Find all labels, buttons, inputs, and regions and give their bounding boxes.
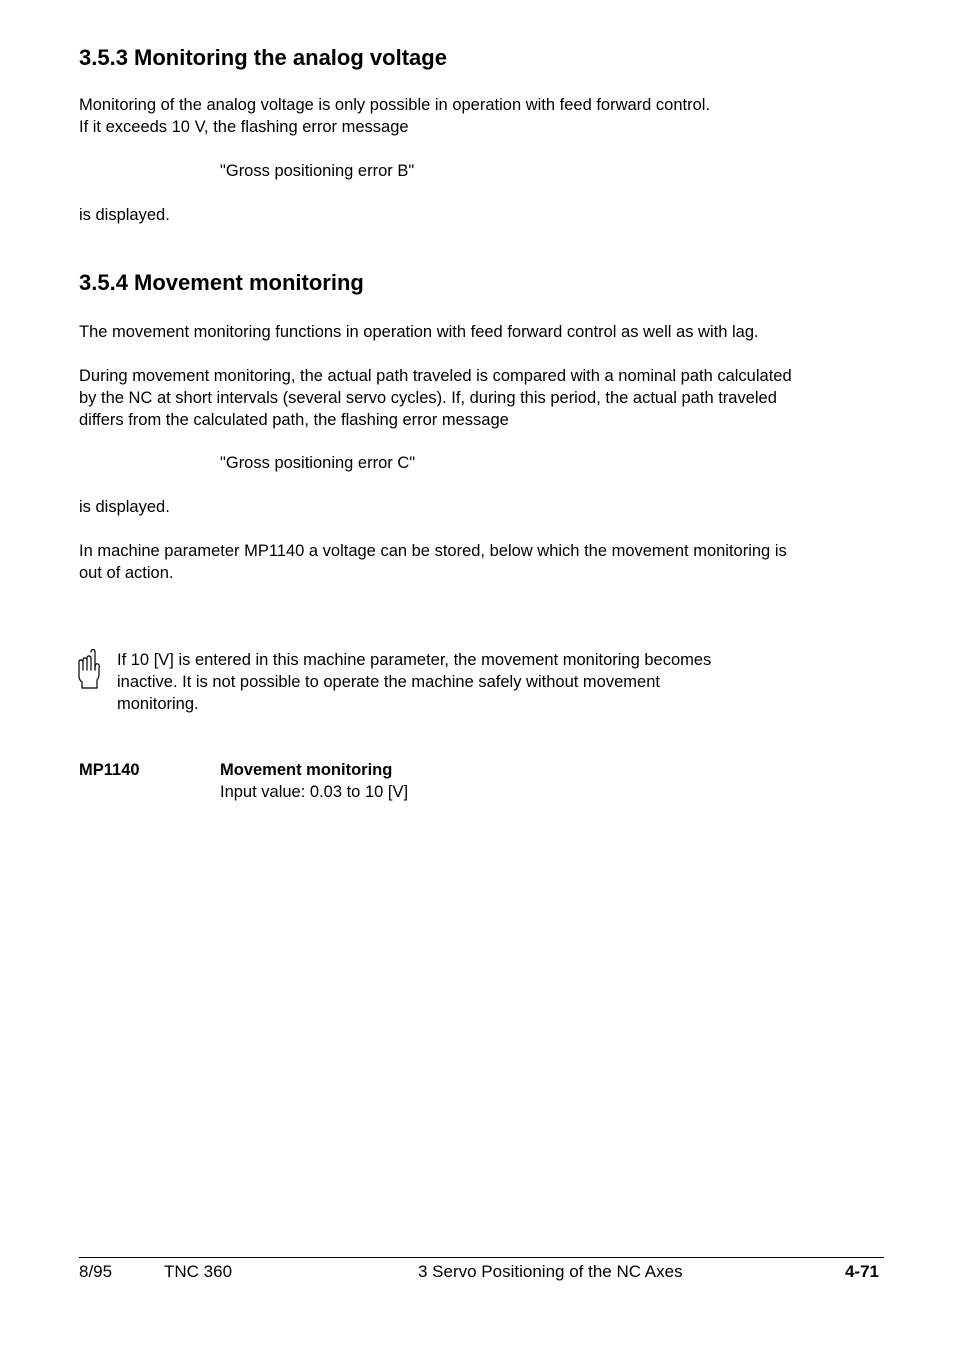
paragraph-line: During movement monitoring, the actual path traveled is compared with a nominal path calculated [79, 367, 792, 385]
paragraph-line: In machine parameter MP1140 a voltage can be stored, below which the movement monitoring is [79, 542, 787, 560]
note-line: inactive. It is not possible to operate the machine safely without movement [117, 673, 660, 691]
paragraph-line: by the NC at short intervals (several servo cycles). If, during this period, the actual path traveled [79, 389, 777, 407]
paragraph-line: out of action. [79, 564, 174, 582]
footer-date: 8/95 [79, 1262, 113, 1281]
footer-product: TNC 360 [164, 1262, 233, 1281]
paragraph-line: Monitoring of the analog voltage is only possible in operation with feed forward control. [79, 96, 711, 114]
error-message-b: "Gross positioning error B" [220, 162, 415, 180]
paragraph-line: differs from the calculated path, the flashing error message [79, 411, 509, 429]
footer-divider [79, 1257, 884, 1258]
parameter-code: MP1140 [79, 761, 140, 779]
footer-page-number: 4-71 [844, 1262, 879, 1281]
parameter-input-range: Input value: 0.03 to 10 [V] [220, 783, 409, 801]
parameter-name: Movement monitoring [220, 761, 393, 779]
note-line: monitoring. [117, 695, 199, 713]
error-message-c: "Gross positioning error C" [220, 454, 416, 472]
section-heading-3-5-3: 3.5.3 Monitoring the analog voltage [79, 45, 447, 70]
footer-chapter: 3 Servo Positioning of the NC Axes [418, 1262, 683, 1281]
paragraph-line: The movement monitoring functions in operation with feed forward control as well as with lag. [79, 323, 759, 341]
paragraph-line: is displayed. [79, 498, 170, 516]
pointing-hand-icon [77, 648, 105, 690]
section-heading-3-5-4: 3.5.4 Movement monitoring [79, 270, 364, 295]
paragraph-line: is displayed. [79, 206, 170, 224]
note-line: If 10 [V] is entered in this machine parameter, the movement monitoring becomes [117, 651, 712, 669]
paragraph-line: If it exceeds 10 V, the flashing error message [79, 118, 409, 136]
